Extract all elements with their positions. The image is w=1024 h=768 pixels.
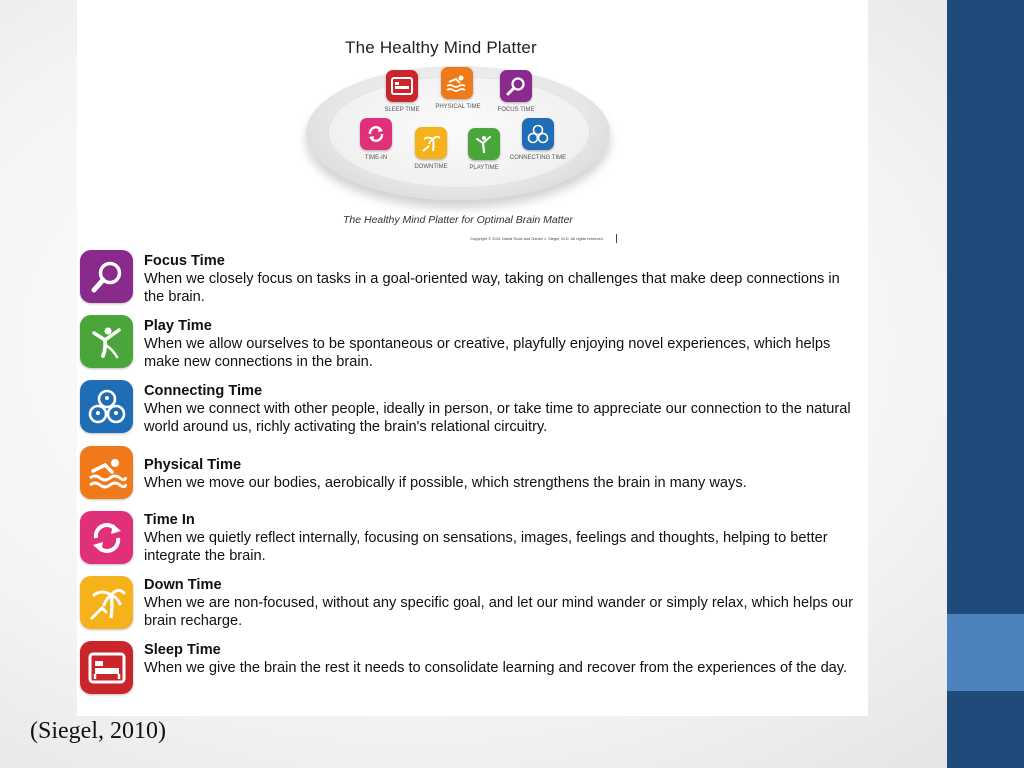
item-title: Time In [144, 512, 195, 528]
item-time-in [144, 511, 864, 565]
platter-label-play: PLAYTIME [469, 165, 499, 171]
platter-palm-tree-icon [415, 127, 447, 159]
platter-label-down: DOWNTIME [414, 164, 448, 170]
platter-caption: The Healthy Mind Platter for Optimal Brain Matter [343, 214, 573, 226]
platter-people-circles-icon [522, 118, 554, 150]
item-description: When we quietly reflect internally, focusing on sensations, images, feelings and thoughts, helping to better integrate the brain. [144, 530, 828, 564]
connecting-time-people-circles-icon [80, 380, 133, 433]
copyright-note: Copyright © 2011 David Rock and Daniel J. Siegel, M.D. All rights reserved. [470, 236, 604, 241]
time-in-cycle-arrows-icon [80, 511, 133, 564]
item-sleep-time [144, 641, 864, 677]
item-description: When we connect with other people, ideally in person, or take time to appreciate our connection to the natural world around us, richly activating the brain's relational circuitry. [144, 401, 851, 435]
play-time-dancing-figure-icon [80, 315, 133, 368]
platter-label-physical: PHYSICAL TIME [435, 104, 481, 110]
item-title: Down Time [144, 577, 222, 593]
item-focus-time [144, 252, 864, 306]
item-connecting-time [144, 382, 864, 436]
focus-time-magnifier-icon [80, 250, 133, 303]
platter-label-focus: FOCUS TIME [497, 107, 535, 113]
physical-time-swimmer-icon [80, 446, 133, 499]
platter-label-timein: TIME-IN [364, 155, 388, 161]
platter-label-connecting: CONNECTING TIME [509, 155, 567, 161]
citation: (Siegel, 2010) [30, 718, 166, 744]
item-title: Play Time [144, 318, 212, 334]
down-time-palm-tree-icon [80, 576, 133, 629]
item-title: Physical Time [144, 457, 242, 473]
item-title: Sleep Time [144, 642, 221, 658]
platter-magnifier-icon [500, 70, 532, 102]
item-description: When we allow ourselves to be spontaneous or creative, playfully enjoying novel experiences, which helps make new connections in the brain. [144, 336, 831, 370]
platter-swimmer-icon [441, 67, 473, 99]
item-description: When we are non-focused, without any specific goal, and let our mind wander or simply relax, which helps our brain recharge. [144, 595, 853, 629]
platter-label-sleep: SLEEP TIME [384, 107, 420, 113]
item-description: When we give the brain the rest it needs to consolidate learning and recover from the experiences of the day. [144, 660, 848, 676]
item-title: Focus Time [144, 253, 225, 269]
item-description: When we closely focus on tasks in a goal-oriented way, taking on challenges that make deep connections in the brain. [144, 271, 840, 305]
slide-side-accent [947, 614, 1024, 691]
platter-cycle-arrows-icon [360, 118, 392, 150]
item-play-time [144, 317, 864, 371]
item-description: When we move our bodies, aerobically if possible, which strengthens the brain in many ways. [144, 475, 747, 491]
platter-title: The Healthy Mind Platter [345, 38, 537, 57]
platter-bed-icon [386, 70, 418, 102]
item-title: Connecting Time [144, 383, 263, 399]
sleep-time-bed-icon [80, 641, 133, 694]
item-physical-time [144, 456, 864, 492]
item-down-time [144, 576, 864, 630]
copyright-divider [616, 234, 617, 243]
platter-dancing-figure-icon [468, 128, 500, 160]
platter-diagram [306, 66, 610, 214]
